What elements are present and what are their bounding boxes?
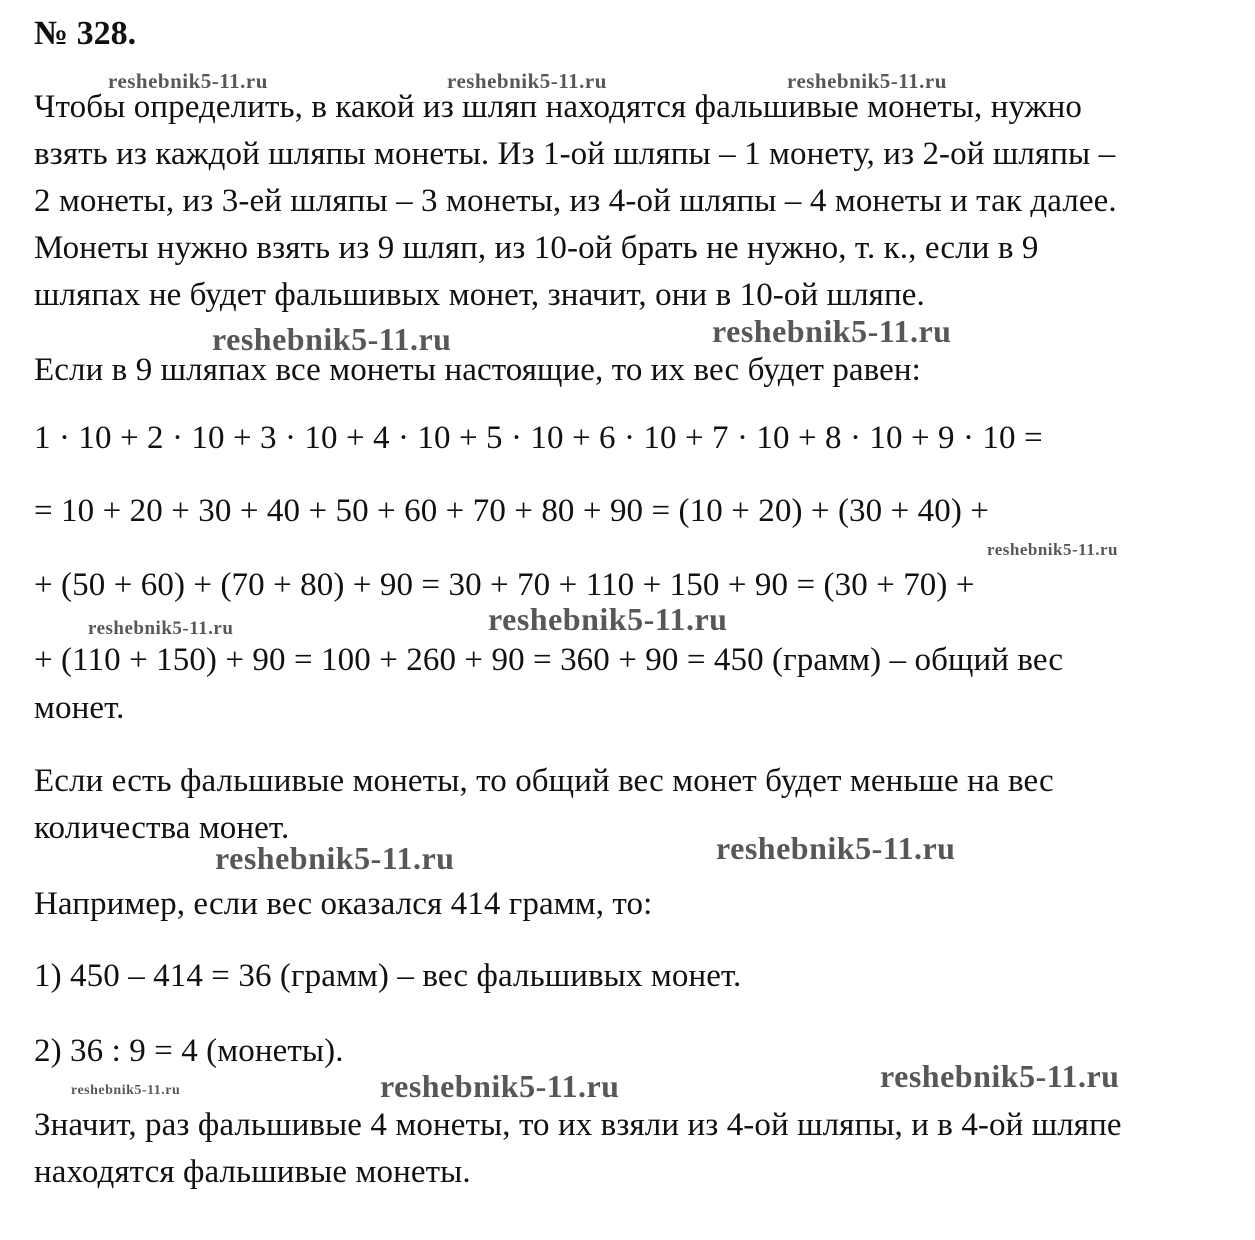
text-line-1: Чтобы определить, в какой из шляп находятся фальшивые монеты, нужно [34, 89, 1082, 125]
watermark: reshebnik5-11.ru [88, 618, 234, 639]
text-line-4: Монеты нужно взять из 9 шляп, из 10-ой брать не нужно, т. к., если в 9 [34, 230, 1039, 266]
step-1-line: 1) 450 – 414 = 36 (грамм) – вес фальшивых монет. [34, 958, 742, 994]
text-line-12: находятся фальшивые монеты. [34, 1154, 471, 1190]
text-line-2: взять из каждой шляпы монеты. Из 1-ой шляпы – 1 монету, из 2-ой шляпы – [34, 136, 1116, 172]
watermark: reshebnik5-11.ru [987, 540, 1118, 559]
text-line-7: монет. [34, 690, 125, 726]
problem-number: № 328. [34, 15, 137, 52]
equation-line-4: + (110 + 150) + 90 = 100 + 260 + 90 = 360 + 90 = 450 (грамм) – общий вес [34, 642, 1064, 678]
watermark: reshebnik5-11.ru [212, 321, 452, 357]
text-line-10: Например, если вес оказался 414 грамм, то: [34, 886, 653, 922]
step-2-line: 2) 36 : 9 = 4 (монеты). [34, 1033, 344, 1069]
text-line-3: 2 монеты, из 3-ей шляпы – 3 монеты, из 4-ой шляпы – 4 монеты и так далее. [34, 183, 1117, 219]
text-line-9: количества монет. [34, 810, 290, 846]
watermark: reshebnik5-11.ru [712, 313, 952, 349]
equation-line-2: = 10 + 20 + 30 + 40 + 50 + 60 + 70 + 80 + 90 = (10 + 20) + (30 + 40) + [34, 493, 990, 529]
watermark: reshebnik5-11.ru [215, 840, 455, 876]
watermark: reshebnik5-11.ru [380, 1068, 620, 1104]
text-line-11: Значит, раз фальшивые 4 монеты, то их взяли из 4-ой шляпы, и в 4-ой шляпе [34, 1107, 1122, 1143]
text-line-5: шляпах не будет фальшивых монет, значит, они в 10-ой шляпе. [34, 277, 925, 313]
watermark: reshebnik5-11.ru [447, 69, 607, 93]
equation-line-3: + (50 + 60) + (70 + 80) + 90 = 30 + 70 + 110 + 150 + 90 = (30 + 70) + [34, 567, 975, 603]
watermark: reshebnik5-11.ru [71, 1083, 181, 1098]
watermark: reshebnik5-11.ru [716, 830, 956, 866]
text-line-8: Если есть фальшивые монеты, то общий вес монет будет меньше на вес [34, 763, 1054, 799]
watermark: reshebnik5-11.ru [488, 601, 728, 637]
text-line-6: Если в 9 шляпах все монеты настоящие, то их вес будет равен: [34, 352, 921, 388]
watermark: reshebnik5-11.ru [787, 69, 947, 93]
equation-line-1: 1 · 10 + 2 · 10 + 3 · 10 + 4 · 10 + 5 · 10 + 6 · 10 + 7 · 10 + 8 · 10 + 9 · 10 = [34, 420, 1043, 456]
watermark: reshebnik5-11.ru [108, 69, 268, 93]
watermark: reshebnik5-11.ru [880, 1058, 1120, 1094]
